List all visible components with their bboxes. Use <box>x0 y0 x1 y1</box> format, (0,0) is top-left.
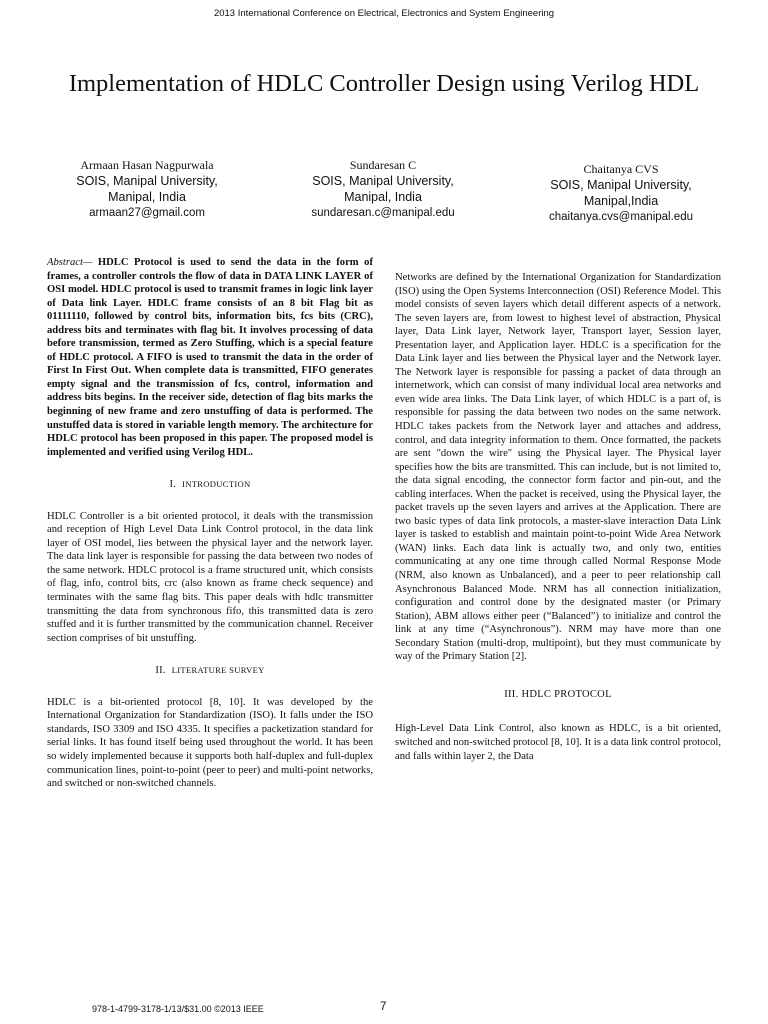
right-column <box>395 271 721 763</box>
author-name: Sundaresan C <box>349 158 417 172</box>
section-title: LITERATURE SURVEY <box>171 665 265 676</box>
author-email: sundaresan.c@manipal.edu <box>311 207 455 219</box>
author-affiliation: SOIS, Manipal University, <box>550 178 692 192</box>
literature-continued-paragraph: Networks are defined by the International Organization for Standardization (ISO) using the Open Systems Interconnection (OSI) Reference Model. This model consists of seven layers which detail different aspects of a network. The seven layers are, from lowest to highest level of abstraction, Physical layer, Data Link layer, Network layer, Transport layer, Session layer, Presentation layer, and Application layer. HDLC is a specification for the Data Link layer and lies between the Physical layer and the Network layer. The Network layer is responsible for passing a packet of data through an internetwork, which can consist of many individual local area networks and even wide area links. The Data Link layer, of which HDLC is a part of, is responsible for passing the data between two nodes on the same network. HDLC takes packets from the Network layer and attaches and address, control, and data integrity information to them. Once formatted, the packets are sent "down the wire" using the Physical layer. The Physical layer specifies how the bits are transmitted. This can include, but is not limited to, the data signal encoding, the connector form factor and pin-out, and the cabling interfaces. When the packet is received, using the Physical layer, the packet travels up the seven layers and arrives at the Application. There are two basic types of data link protocols, a master-slave interaction Data Link layer is tasked to establish and maintain point-to-point Wide Area Network (WAN) links. Each data link is actually two, and only two, entities communicating at any one time through called Normal Response Mode (NRM, also known as Unbalanced), and a peer to peer relationship call Asynchronous Balanced Mode. NRM has all connection initialization, configuration and control done by the designated master (or Primary Station), ABM allows either peer (“Balanced”) to initialize and control the link at any time (“Asynchronous”). NRM may have more than one Secondary Station (multi-drop, multipoint), but they must communicate by way of the Primary Station [2]. <box>395 272 721 663</box>
paper-title: Implementation of HDLC Controller Design using Verilog HDL <box>68 70 700 97</box>
author-name: Chaitanya CVS <box>583 162 659 176</box>
author-location: Manipal, India <box>108 190 186 204</box>
section-heading-introduction <box>47 478 373 492</box>
page-number: 7 <box>380 1001 387 1013</box>
left-column <box>47 256 373 791</box>
section-title: INTRODUCTION <box>182 479 251 490</box>
section-heading-literature-survey <box>47 664 373 678</box>
author-block-3 <box>516 161 726 225</box>
literature-paragraph: HDLC is a bit-oriented protocol [8, 10]. It was developed by the International Organization for Standardization (ISO). It falls under the ISO standards, ISO 3309 and ISO 4335. It specifies a packetization standard for serial links. It has found itself being used throughout the world. It has been so widely implemented because it supports both half-duplex and full-duplex communication lines, point-to-point (peer to peer) and multi-point networks, and switched or non-switched channels. <box>47 696 373 790</box>
author-affiliation: SOIS, Manipal University, <box>76 174 218 188</box>
author-affiliation: SOIS, Manipal University, <box>312 174 454 188</box>
abstract-label: Abstract— <box>47 257 93 268</box>
author-location: Manipal,India <box>583 194 659 208</box>
author-block-1 <box>42 157 252 221</box>
conference-header: 2013 International Conference on Electrical, Electronics and System Engineering <box>213 8 555 19</box>
author-location: Manipal, India <box>344 190 422 204</box>
protocol-paragraph: High-Level Data Link Control, also known as HDLC, is a bit oriented, switched and non-switched protocol [8, 10]. It is a data link control protocol, and falls within layer 2, the Data <box>395 723 721 762</box>
author-email: chaitanya.cvs@manipal.edu <box>548 211 693 223</box>
author-name: Armaan Hasan Nagpurwala <box>80 158 214 172</box>
section-heading-hdlc-protocol: III. HDLC PROTOCOL <box>504 688 612 700</box>
section-number: II. <box>155 665 166 677</box>
author-email: armaan27@gmail.com <box>89 207 205 219</box>
footer-isbn: 978-1-4799-3178-1/13/$31.00 ©2013 IEEE <box>92 1004 264 1014</box>
abstract <box>47 256 373 459</box>
section-number: I. <box>169 479 177 491</box>
abstract-text: HDLC Protocol is used to send the data in the form of frames, a controller controls the flow of data in DATA LINK LAYER of OSI model. HDLC protocol is used to transmit frames in logic link layer of Data link Layer. HDLC frame consists of an 8 bit Flag bit as 01111110, followed by control bits, information bits, fcs bits (CRC), address bits and terminates with flag bit. It involves processing of data before transmission, termed as Zero Stuffing, which is a special feature of HDLC protocol. A FIFO is used to transmit the data in the order of First In First Out. When complete data is transmitted, FIFO generates empty signal and the transmission of fcs, control, information and address bits begins. In the receiver side, detection of flag bits marks the beginning of new frame and zero unstuffing of data is performed. The unstuffed data is stored in variable length memory. The architecture for HDLC protocol has been proposed in this paper. The proposed model is implemented and verified using Verilog HDL. <box>47 257 373 458</box>
introduction-paragraph: HDLC Controller is a bit oriented protocol, it deals with the transmission and reception of High Level Data Link Control protocol, in the data link layer of OSI model, lies between the physical layer and the network layer. The data link layer is responsible for passing the data between two nodes of the same network. HDLC protocol is a frame structured unit, which consists of flag, info, control bits, crc (also known as frame check sequence) and terminates with the same flag bits. This paper deals with hdlc transmitter transmitting the data from synchronous fifo, this transmitted data is zero stuffed and it is further transmitted by the communication channel. Receiver section comprises of bit unstuffing. <box>47 510 373 644</box>
author-block-2 <box>278 157 488 221</box>
